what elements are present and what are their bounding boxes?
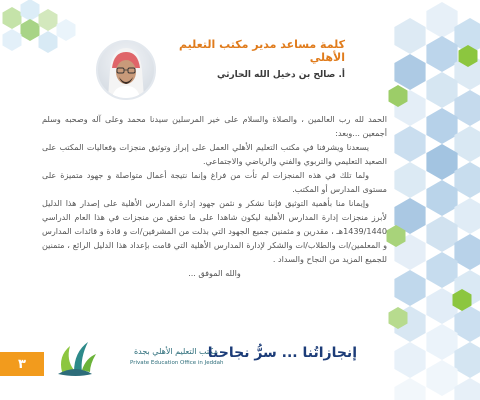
author-photo — [96, 40, 156, 100]
page-title: كلمة مساعد مدير مكتب التعليم الأهلي — [179, 38, 345, 64]
paragraph-intro: يسعدنا ويشرفنا في مكتب التعليم الأهلي العمل على إبراز وتوثيق منجزات وفعاليات المكتب على الصعيد التعليمي والتربوي والفني والرياضي والاجتماعي. — [42, 142, 387, 166]
paragraph-thanks: وإيمانا منا بأهمية التوثيق فإننا نشكر و نثمن جهود إدارة المدارس الأهلية على إصدار هذا الدليل لأبرز منجزات إدارة المدارس الأهلية ليكون شاهدا على ما تحقق من منجزات في هذا العام الدراسي 1439/1440هـ ، مقدرين و مثمنين جميع الجهود التي بذلت من المشرفين/ات و قادة و قائدات المدارس و المعلمين/ات والطلاب/ات والشكر لإدارة المدارس الأهلية التي قامت بإعداد هذا الدليل الرائع ، متمنين للجميع المزيد من النجاح والسداد . — [42, 198, 387, 264]
signoff: والله الموفق ... — [188, 268, 241, 278]
office-name-arabic: مكتب التعليم الأهلي بجدة — [133, 347, 218, 356]
page-number: ٣ — [0, 352, 44, 376]
paragraph-opening: الحمد لله رب العالمين ، والصلاة والسلام على خير المرسلين سيدنا محمد وعلى آله وصحبه وسلم أجمعين ...وبعد: — [42, 114, 387, 138]
footer-slogan: إنجازاتُنا ... سرُّ نجاحنا — [207, 345, 357, 361]
office-name-english: Private Education Office in Jeddah — [130, 360, 224, 366]
author-name: أ. صالح بن دخيل الله الحارثي — [217, 70, 345, 80]
speech-body — [42, 112, 387, 280]
office-logo-icon — [52, 334, 134, 380]
paragraph-achievements: ولما تلك في هذه المنجزات لم تأت من فراغ وإنما نتيجة أعمال متواصلة و جهود متميزة على مستوى المدارس أو المكتب. — [42, 170, 387, 194]
